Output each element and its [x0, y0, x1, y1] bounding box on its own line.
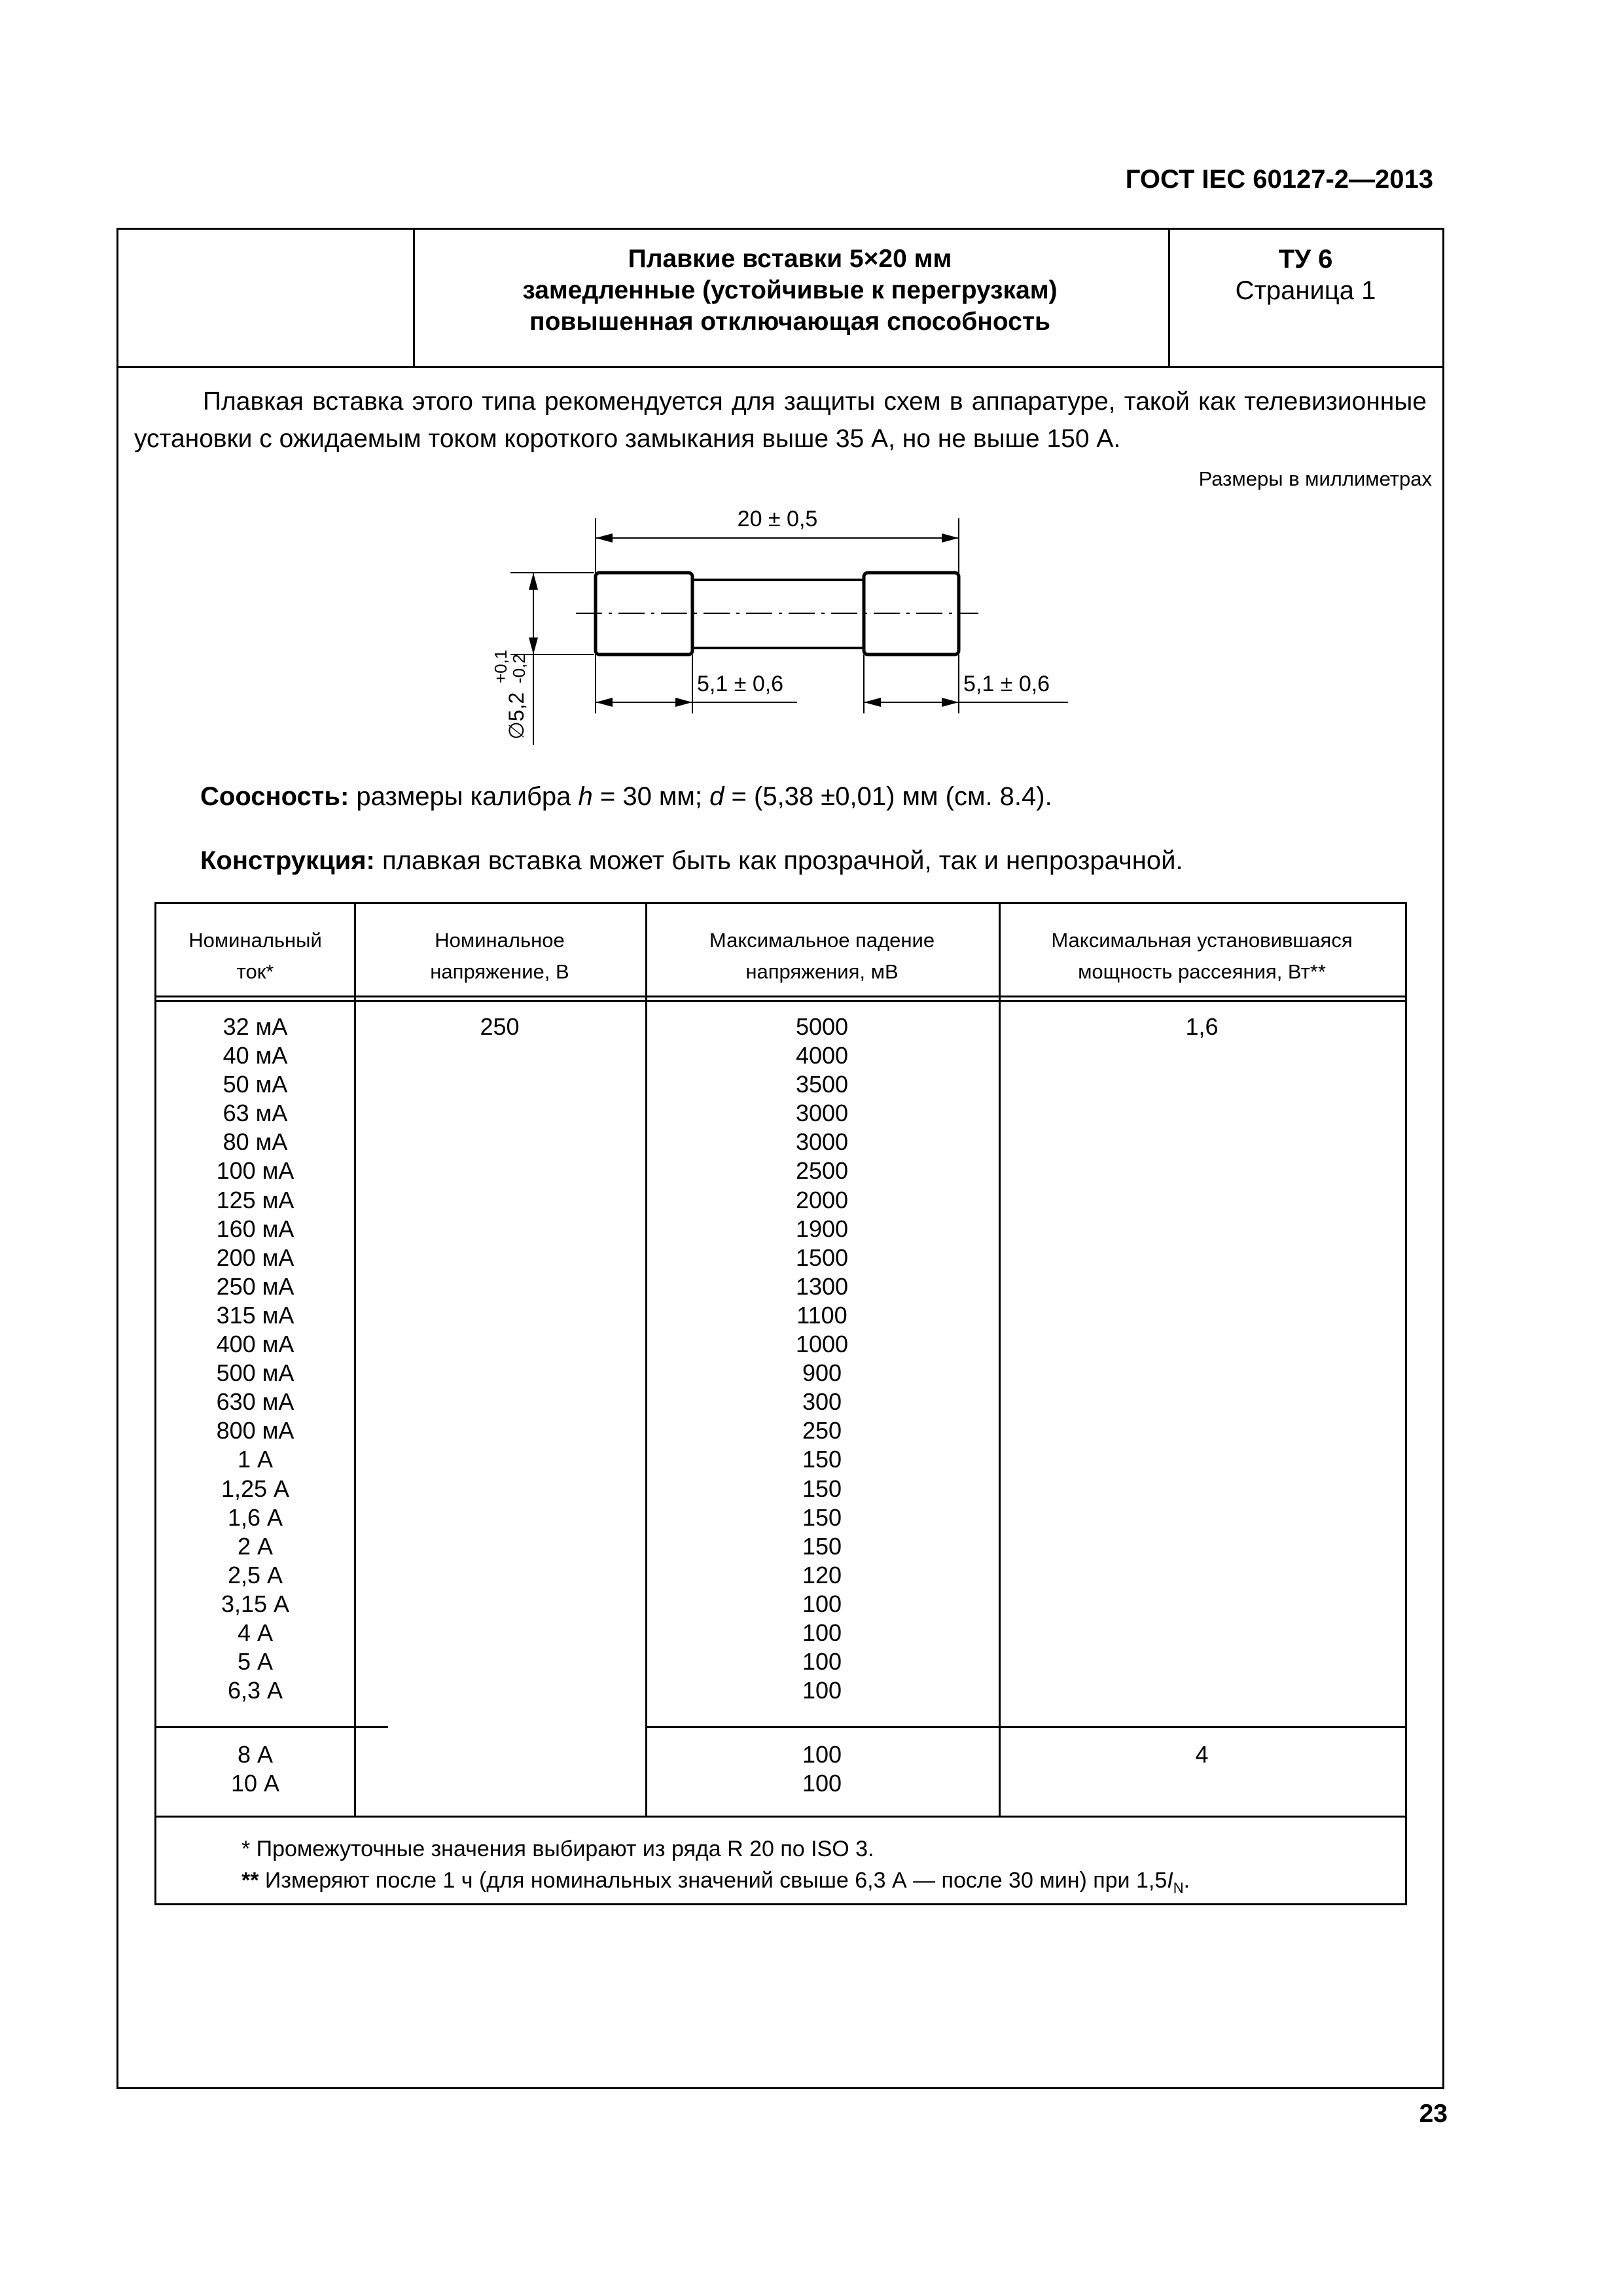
table-cell: 2,5 А	[227, 1561, 283, 1588]
table-cell: 5000	[795, 1013, 849, 1040]
table-cell: 150	[802, 1532, 842, 1560]
table-cell: 125 мА	[216, 1186, 294, 1213]
table-cell: 900	[802, 1359, 842, 1387]
table-cell: 800 мА	[216, 1417, 294, 1444]
table-cell: 160 мА	[216, 1215, 294, 1242]
table-cell: 5 А	[237, 1648, 274, 1676]
title-line: Плавкие вставки 5×20 мм	[628, 245, 952, 273]
table-cell: 6,3 А	[227, 1677, 283, 1704]
diameter-dimension: ∅5,2	[505, 692, 528, 740]
column-header-drop: Максимальное падение напряжения, мВ	[709, 929, 935, 983]
coaxiality-label: Соосность:	[200, 782, 349, 811]
table-cell: 150	[802, 1475, 842, 1502]
column-header-current: Номинальный ток*	[188, 929, 322, 983]
construction-label: Конструкция:	[200, 846, 375, 875]
power-cell: 4	[1195, 1741, 1209, 1768]
column-header-voltage: Номинальное напряжение, В	[430, 929, 569, 983]
table-cell: 1,6 А	[227, 1503, 283, 1531]
power-cell: 1,6	[1185, 1013, 1219, 1040]
table-cell: 63 мА	[223, 1100, 288, 1127]
header-rule	[156, 996, 1405, 997]
table-cell: 1900	[795, 1215, 849, 1242]
table-cell: 100	[802, 1648, 842, 1676]
table-cell: 4000	[795, 1042, 849, 1069]
table-cell: 3000	[795, 1128, 849, 1156]
table-cell: 300	[802, 1388, 842, 1416]
title-line: замедленные (устойчивые к перегрузкам)	[522, 276, 1058, 304]
diameter-tolerance-lower: -0,2	[509, 654, 529, 683]
body-bottom-rule	[156, 1816, 1405, 1818]
table-cell: 200 мА	[216, 1244, 294, 1271]
table-cell: 100 мА	[216, 1157, 294, 1185]
column-header-power: Максимальная установившаяся мощность рассеяния, Вт**	[1051, 929, 1353, 983]
table-cell: 100	[802, 1619, 842, 1646]
table-cell: 1100	[796, 1301, 847, 1329]
table-cell: 1000	[795, 1331, 849, 1358]
table-cell: 630 мА	[216, 1388, 294, 1416]
table-footnotes	[241, 1833, 1190, 1904]
current-column	[156, 1013, 354, 1705]
table-cell: 3500	[795, 1071, 849, 1098]
table-cell: 1 А	[237, 1446, 274, 1473]
table-cell: 120	[802, 1561, 842, 1588]
standard-designation: ГОСТ IEC 60127-2—2013	[1125, 165, 1433, 194]
coaxiality-line: Соосность: размеры калибра h = 30 мм; d = (5,38 ±0,01) мм (см. 8.4).	[200, 782, 1052, 811]
table-cell: 3000	[795, 1100, 849, 1127]
table-cell: 8 А	[237, 1741, 274, 1768]
table-cell: 150	[802, 1503, 842, 1531]
table-cell: 50 мА	[223, 1071, 288, 1098]
length-dimension: 20 ± 0,5	[737, 507, 818, 531]
table-cell: 100	[802, 1741, 842, 1768]
table-cell: 500 мА	[216, 1359, 294, 1387]
table-cell: 250	[802, 1417, 842, 1444]
ratings-table	[154, 902, 1407, 1905]
footnote: * Промежуточные значения выбирают из ряда R 20 по ISO 3.	[241, 1837, 874, 1861]
table-cell: 1300	[795, 1272, 849, 1300]
sheet-type: ТУ 6	[1278, 245, 1333, 274]
footnote: ** Измеряют после 1 ч (для номинальных значений свыше 6,3 А — после 30 мин) при $1,5I_N$.	[241, 1868, 1190, 1896]
intro-text: Плавкая вставка этого типа рекомендуется для защиты схем в аппаратуре, такой как телевизионные установки с ожидаемым током короткого замыкания выше 35 А, но не выше 150 А.	[134, 387, 1427, 453]
fuse-drawing	[0, 0, 1623, 785]
voltage-cell: 250	[480, 1013, 520, 1040]
table-cell: 150	[802, 1446, 842, 1473]
units-note: Размеры в миллиметрах	[1198, 467, 1432, 490]
table-cell: 250 мА	[216, 1272, 294, 1300]
drop-column	[645, 1013, 999, 1705]
table-cell: 100	[802, 1590, 842, 1617]
current-column	[156, 1740, 354, 1798]
table-cell: 2 А	[237, 1532, 274, 1560]
table-cell: 40 мА	[223, 1042, 288, 1069]
header-rule	[156, 1000, 1405, 1002]
table-cell: 1500	[795, 1244, 849, 1271]
construction-line: Конструкция: плавкая вставка может быть как прозрачной, так и непрозрачной.	[200, 846, 1183, 875]
table-cell: 32 мА	[223, 1013, 288, 1040]
table-cell: 10 А	[230, 1770, 280, 1797]
table-cell: 100	[802, 1770, 842, 1797]
left-cap-dimension: 5,1 ± 0,6	[697, 672, 784, 696]
diameter-tolerance-upper: +0,1	[491, 649, 510, 683]
table-cell: 2000	[795, 1186, 849, 1213]
page-number: 23	[1419, 2100, 1448, 2128]
table-cell: 80 мА	[223, 1128, 288, 1156]
table-cell: 100	[802, 1677, 842, 1704]
table-cell: 315 мА	[216, 1301, 294, 1329]
table-cell: 400 мА	[216, 1331, 294, 1358]
table-cell: 1,25 А	[221, 1475, 290, 1502]
drop-column	[645, 1740, 999, 1798]
sheet-page: Страница 1	[1235, 276, 1376, 305]
table-cell: 4 А	[237, 1619, 274, 1646]
table-cell: 3,15 А	[221, 1590, 290, 1617]
table-cell: 2500	[795, 1157, 849, 1185]
title-line: повышенная отключающая способность	[529, 308, 1050, 336]
right-cap-dimension: 5,1 ± 0,6	[963, 672, 1050, 696]
